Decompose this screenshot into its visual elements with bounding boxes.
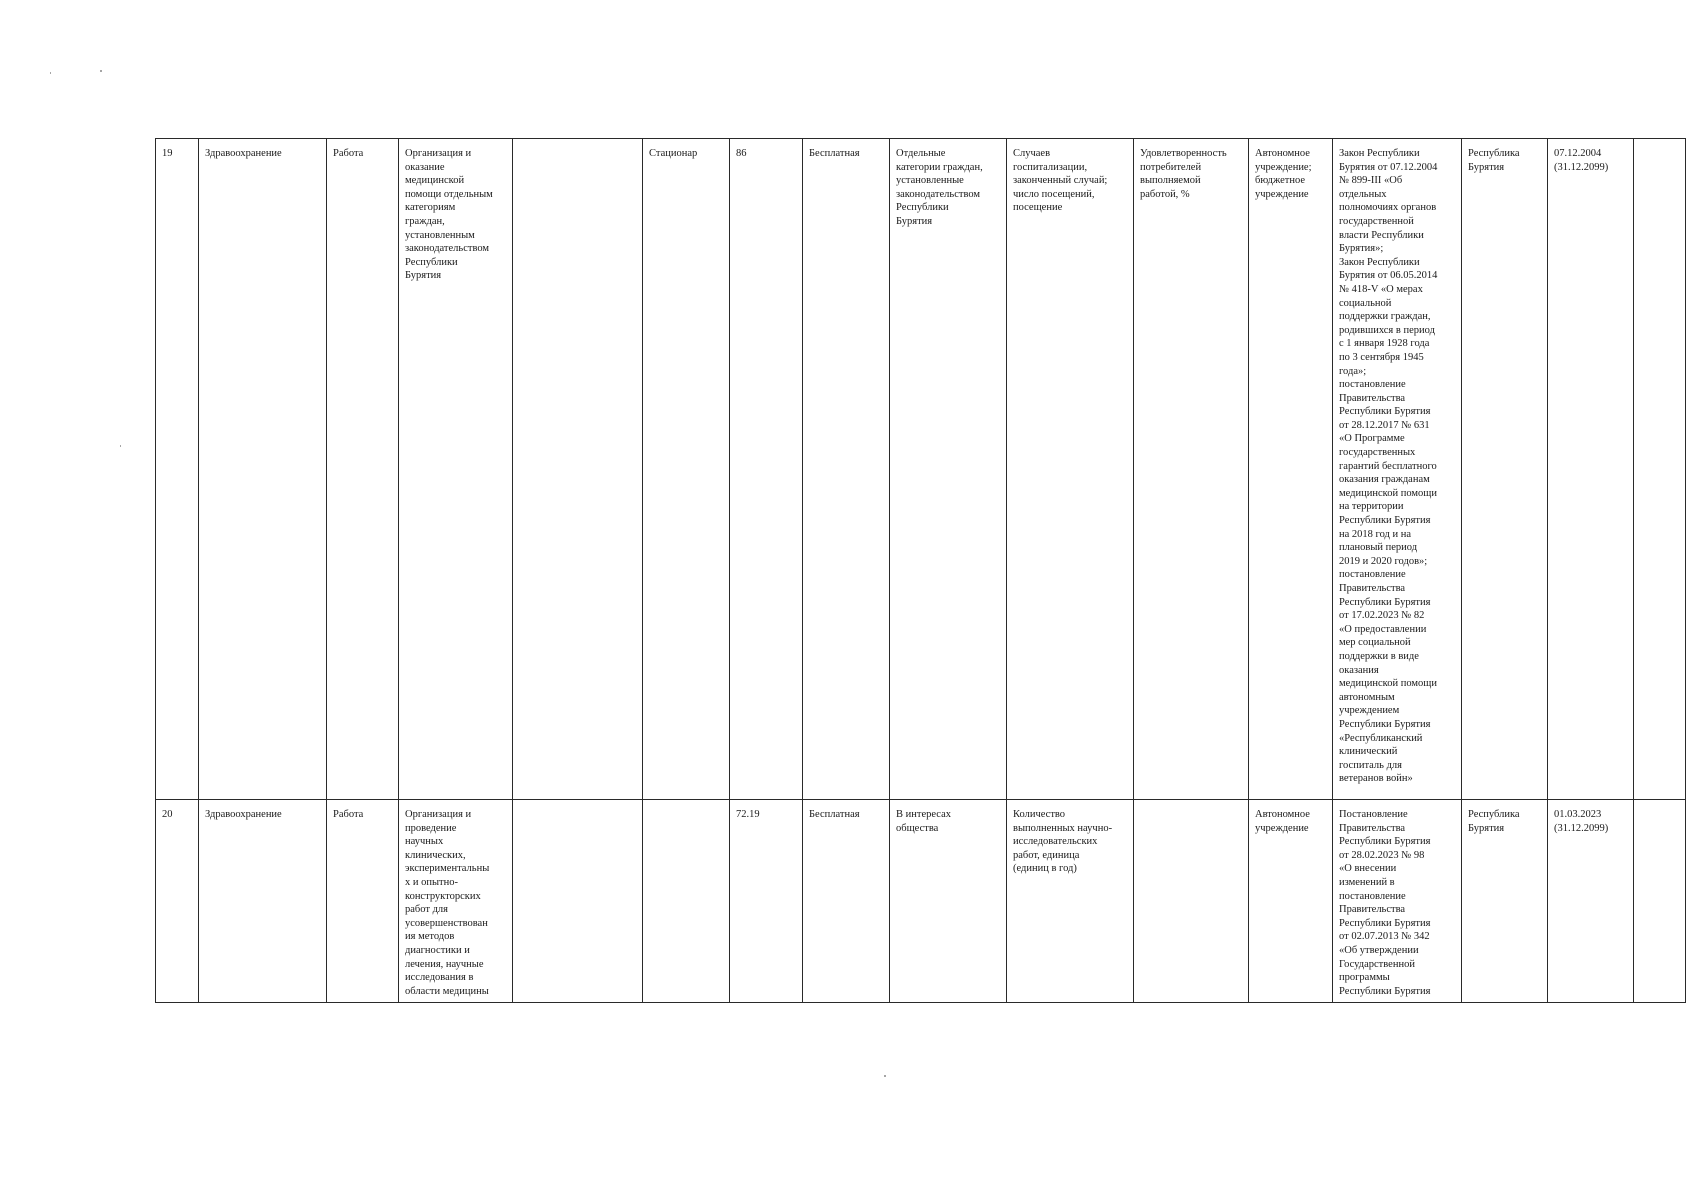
consumers-cell: В интересах общества [890, 800, 1007, 1003]
volume-indicator-cell: Случаев госпитализации, законченный случай; число посещений, посещение [1007, 139, 1134, 800]
row-number-cell: 20 [156, 800, 199, 1003]
code-cell: 86 [730, 139, 803, 800]
content-cell [513, 139, 643, 800]
sphere-cell: Здравоохранение [199, 800, 327, 1003]
dates-cell: 01.03.2023 (31.12.2099) [1548, 800, 1634, 1003]
condition-cell: Стационар [643, 139, 730, 800]
institution-type-cell: Автономное учреждение; бюджетное учреждение [1249, 139, 1333, 800]
type-cell: Работа [327, 139, 399, 800]
scan-speck [120, 445, 121, 447]
service-name-cell: Организация и проведение научных клинических, экспериментальны х и опытно- конструкторских работ для усовершенствован ия методов диагностики и лечения, научные исследования в области медицины [399, 800, 513, 1003]
type-cell: Работа [327, 800, 399, 1003]
payment-cell: Бесплатная [803, 800, 890, 1003]
quality-indicator-cell: Удовлетворенность потребителей выполняемой работой, % [1134, 139, 1249, 800]
payment-cell: Бесплатная [803, 139, 890, 800]
content-cell [513, 800, 643, 1003]
volume-indicator-cell: Количество выполненных научно- исследовательских работ, единица (единиц в год) [1007, 800, 1134, 1003]
dates-cell: 07.12.2004 (31.12.2099) [1548, 139, 1634, 800]
legal-acts-cell: Закон Республики Бурятия от 07.12.2004 № 899-III «Об отдельных полномочиях органов государственной власти Республики Бурятия»; Закон Республики Бурятия от 06.05.2014 № 418-V «О мерах социальной поддержки граждан, родившихся в период с 1 января 1928 года по 3 сентября 1945 года»; постановление Правительства Республики Бурятия от 28.12.2017 № 631 «О Программе государственных гарантий бесплатного оказания гражданам медицинской помощи на территории Республики Бурятия на 2018 год и на плановый период 2019 и 2020 годов»; постановление Правительства Республики Бурятия от 17.02.2023 № 82 «О предоставлении мер социальной поддержки в виде оказания медицинской помощи автономным учреждением Республики Бурятия «Республиканский клинический госпиталь для ветеранов войн» [1333, 139, 1462, 800]
table-row [156, 139, 1686, 800]
condition-cell [643, 800, 730, 1003]
scan-speck [884, 1075, 886, 1077]
table-row [156, 800, 1686, 1003]
owner-cell: Республика Бурятия [1462, 800, 1548, 1003]
row-number-cell: 19 [156, 139, 199, 800]
quality-indicator-cell [1134, 800, 1249, 1003]
owner-cell: Республика Бурятия [1462, 139, 1548, 800]
legal-acts-cell: Постановление Правительства Республики Бурятия от 28.02.2023 № 98 «О внесении изменений в постановление Правительства Республики Бурятия от 02.07.2013 № 342 «Об утверждении Государственной программы Республики Бурятия [1333, 800, 1462, 1003]
scan-speck [50, 72, 51, 74]
services-registry-table [155, 138, 1686, 1003]
sphere-cell: Здравоохранение [199, 139, 327, 800]
institution-type-cell: Автономное учреждение [1249, 800, 1333, 1003]
extra-cell [1634, 800, 1686, 1003]
consumers-cell: Отдельные категории граждан, установленные законодательством Республики Бурятия [890, 139, 1007, 800]
extra-cell [1634, 139, 1686, 800]
service-name-cell: Организация и оказание медицинской помощи отдельным категориям граждан, установленным законодательством Республики Бурятия [399, 139, 513, 800]
scan-speck [100, 70, 102, 72]
code-cell: 72.19 [730, 800, 803, 1003]
